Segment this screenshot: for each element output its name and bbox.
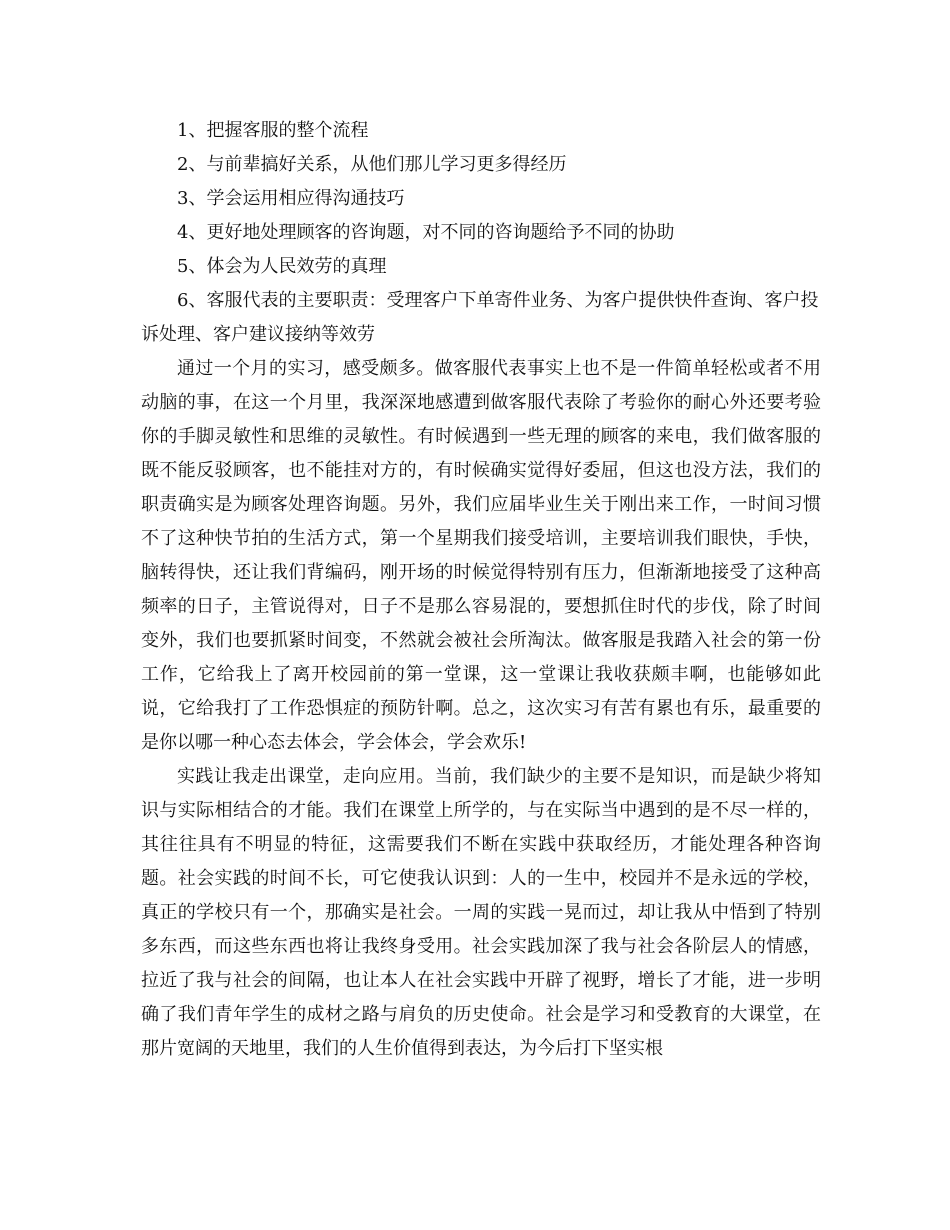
paragraph-social-practice: 实践让我走出课堂，走向应用。当前，我们缺少的主要不是知识，而是缺少将知识与实际相结合的才能。我们在课堂上所学的，与在实际当中遇到的是不尽一样的，其往往具有不明显的特征，这需要我们不断在实践中获取经历，才能处理各种咨询题。社会实践的时间不长，可它使我认识到：人的一生中，校园并不是永远的学校，真正的学校只有一个，那确实是社会。一周的实践一晃而过，却让我从中悟到了特别多东西，而这些东西也将让我终身受用。社会实践加深了我与社会各阶层人的情感，拉近了我与社会的间隔，也让本人在社会实践中开辟了视野，增长了才能，进一步明确了我们青年学生的成材之路与肩负的历史使命。社会是学习和受教育的大课堂，在那片宽阔的天地里，我们的人生价值得到表达，为今后打下坚实根 xyxy=(141,766,821,1059)
list-item-2: 2、与前辈搞好关系，从他们那儿学习更多得经历 xyxy=(177,154,567,175)
list-item-3: 3、学会运用相应得沟通技巧 xyxy=(177,188,405,209)
document-body xyxy=(141,114,821,1066)
list-item-4: 4、更好地处理顾客的咨询题，对不同的咨询题给予不同的协助 xyxy=(177,222,675,243)
list-item-5: 5、体会为人民效劳的真理 xyxy=(177,256,387,277)
list-item-1: 1、把握客服的整个流程 xyxy=(177,120,369,141)
paragraph-internship-reflection: 通过一个月的实习，感受颇多。做客服代表事实上也不是一件简单轻松或者不用动脑的事，在这一个月里，我深深地感遭到做客服代表除了考验你的耐心外还要考验你的手脚灵敏性和思维的灵敏性。有时候遇到一些无理的顾客的来电，我们做客服的既不能反驳顾客，也不能挂对方的，有时候确实觉得好委屈，但这也没方法，我们的职责确实是为顾客处理咨询题。另外，我们应届毕业生关于刚出来工作，一时间习惯不了这种快节拍的生活方式，第一个星期我们接受培训，主要培训我们眼快，手快，脑转得快，还让我们背编码，刚开场的时候觉得特别有压力，但渐渐地接受了这种高频率的日子，主管说得对，日子不是那么容易混的，要想抓住时代的步伐，除了时间变外，我们也要抓紧时间变，不然就会被社会所淘汰。做客服是我踏入社会的第一份工作，它给我上了离开校园前的第一堂课，这一堂课让我收获颇丰啊，也能够如此说，它给我打了工作恐惧症的预防针啊。总之，这次实习有苦有累也有乐，最重要的是你以哪一种心态去体会，学会体会，学会欢乐! xyxy=(141,358,821,753)
list-item-6: 6、客服代表的主要职责：受理客户下单寄件业务、为客户提供快件查询、客户投诉处理、客户建议接纳等效劳 xyxy=(141,290,819,345)
